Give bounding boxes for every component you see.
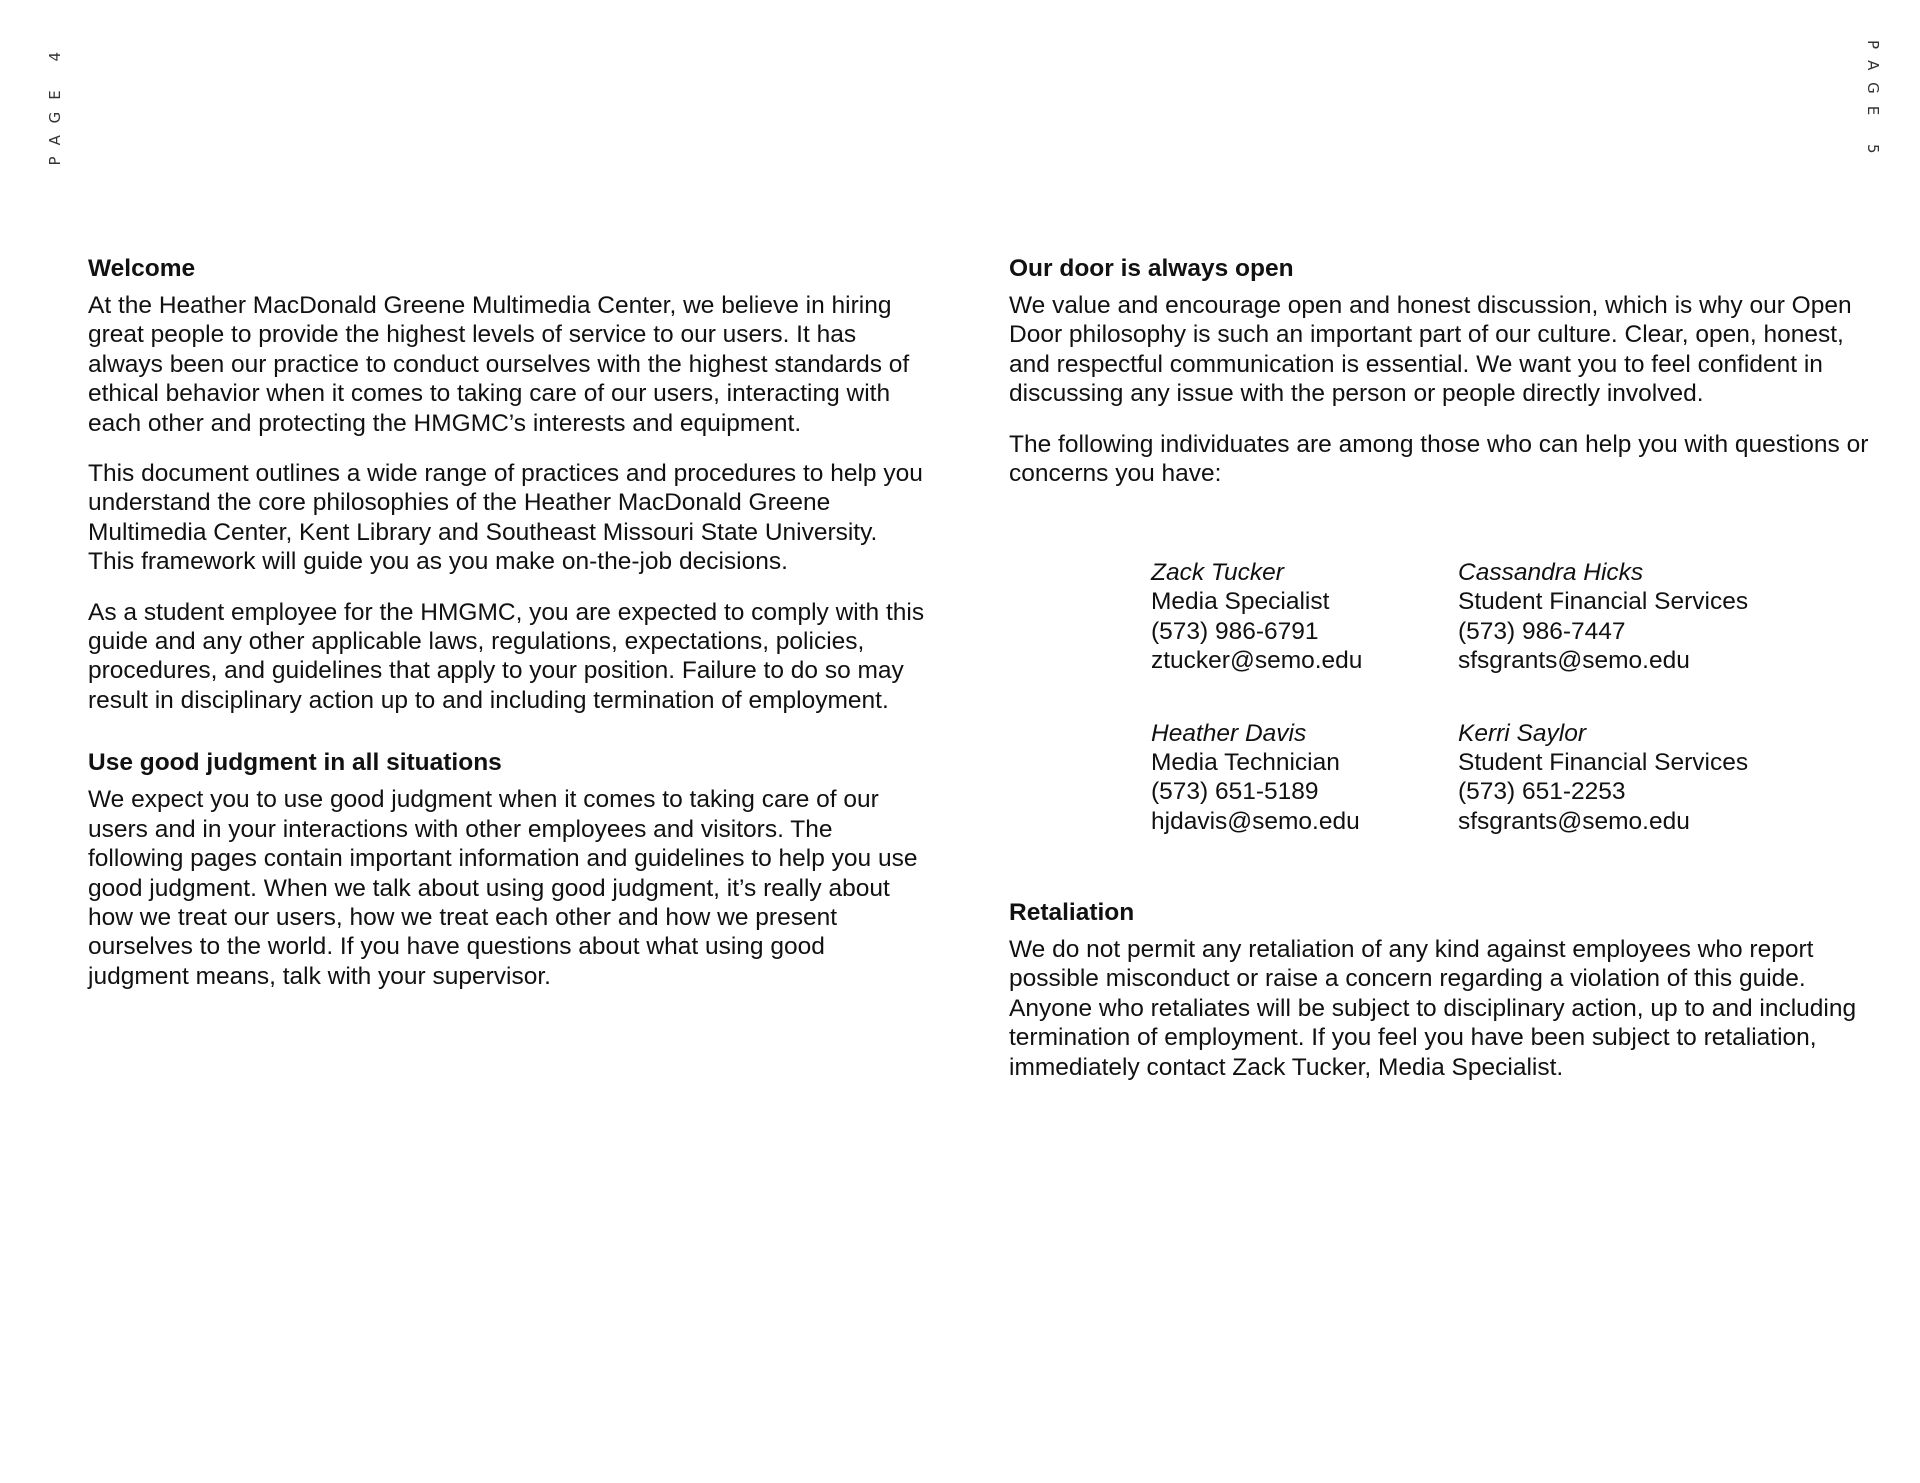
contact-email: hjdavis@semo.edu: [1151, 807, 1360, 835]
contact-list: [1151, 558, 1771, 836]
contact-card: [1458, 558, 1765, 676]
contact-name: Cassandra Hicks: [1458, 559, 1644, 586]
contact-name: Heather Davis: [1151, 719, 1307, 747]
open-door-paragraph-1: We value and encourage open and honest discussion, which is why our Open Door philosophy is such an important part of our culture. Clear, open, honest, and respectful communication is essential. We want you to feel confident in discussing any issue with the person or people directly involved.: [1009, 292, 1852, 408]
welcome-paragraph-2: This document outlines a wide range of practices and procedures to help you understand the core philosophies of the Heather MacDonald Greene Multimedia Center, Kent Library and Southeast Missouri State University. This framework will guide you as you make on-the-job decisions.: [88, 460, 923, 576]
contact-title: Student Financial Services: [1458, 749, 1749, 777]
contact-card: [1151, 719, 1458, 837]
contact-email: sfsgrants@semo.edu: [1458, 647, 1690, 675]
left-page-content: [88, 254, 928, 1012]
contact-email: sfsgrants@semo.edu: [1458, 807, 1690, 835]
welcome-heading: Welcome: [88, 255, 196, 282]
contact-phone: (573) 651-2253: [1458, 778, 1626, 806]
right-page-content: [1009, 254, 1879, 509]
contact-title: Media Specialist: [1151, 588, 1330, 616]
open-door-paragraph-2: The following individuates are among those who can help you with questions or concerns you have:: [1009, 430, 1869, 488]
contact-card: [1151, 558, 1458, 676]
contact-phone: (573) 986-6791: [1151, 617, 1319, 645]
open-door-heading: Our door is always open: [1009, 255, 1294, 282]
page-number-left: PAGE 4: [46, 40, 64, 166]
page-number-right: PAGE 5: [1864, 40, 1882, 166]
contact-phone: (573) 651-5189: [1151, 778, 1319, 806]
welcome-paragraph-1: At the Heather MacDonald Greene Multimedia Center, we believe in hiring great people to provide the highest levels of service to our users. It has always been our practice to conduct ourselves with the highest standards of ethical behavior when it comes to taking care of our users, interacting with each other and protecting the HMGMC’s interests and equipment.: [88, 292, 910, 437]
retaliation-paragraph: We do not permit any retaliation of any kind against employees who report possible misconduct or raise a concern regarding a violation of this guide. Anyone who retaliates will be subject to disciplinary action, up to and including termination of employment. If you feel you have been subject to retaliation, immediately contact Zack Tucker, Media Specialist.: [1009, 936, 1857, 1081]
contact-name: Kerri Saylor: [1458, 719, 1586, 747]
judgment-heading: Use good judgment in all situations: [88, 749, 502, 777]
welcome-paragraph-3: As a student employee for the HMGMC, you are expected to comply with this guide and any other applicable laws, regulations, expectations, policies, procedures, and guidelines that apply to your position. Failure to do so may result in disciplinary action up to and including termination of employment.: [88, 598, 925, 714]
contact-title: Media Technician: [1151, 749, 1340, 777]
judgment-paragraph: We expect you to use good judgment when it comes to taking care of our users and in your interactions with other employees and visitors. The following pages contain important information and guidelines to help you use good judgment. When we talk about using good judgment, it’s really about how we treat our users, how we treat each other and how we present ourselves to the world. If you have questions about what using good judgment means, talk with your supervisor.: [88, 786, 918, 990]
contact-card: [1458, 719, 1765, 837]
contact-phone: (573) 986-7447: [1458, 617, 1626, 645]
contact-title: Student Financial Services: [1458, 588, 1749, 616]
contact-email: ztucker@semo.edu: [1151, 647, 1363, 675]
contact-name: Zack Tucker: [1151, 559, 1284, 586]
retaliation-heading: Retaliation: [1009, 899, 1135, 926]
retaliation-section: [1009, 898, 1879, 1103]
